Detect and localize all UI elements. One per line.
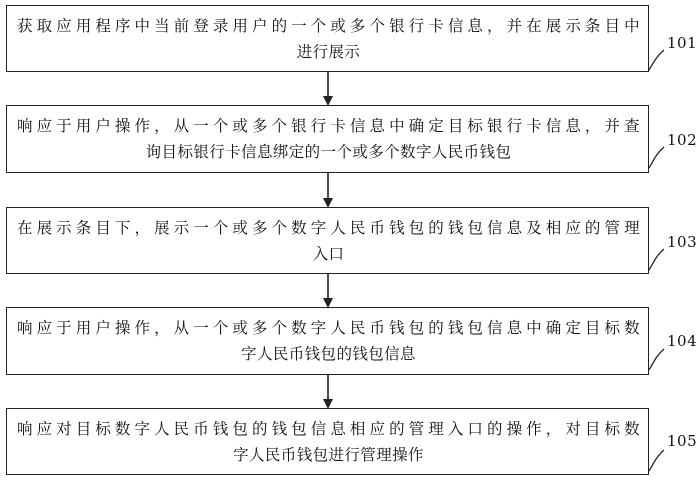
step-text-line2: 询目标银行卡信息绑定的一个或多个数字人民币钱包 xyxy=(145,143,512,161)
step-text-line1: 响应于用户操作，从一个或多个银行卡信息中确定目标银行卡信息，并查 xyxy=(17,117,640,135)
step-number-101: 101 xyxy=(667,34,698,52)
leader-102 xyxy=(649,147,664,168)
step-box-103 xyxy=(6,207,649,274)
step-box-105 xyxy=(6,408,649,475)
leader-104 xyxy=(649,349,664,370)
step-text-line2: 进行展示 xyxy=(296,42,361,61)
leader-101 xyxy=(649,50,664,70)
step-text-line1: 在展示条目下，展示一个或多个数字人民币钱包的钱包信息及相应的管理 xyxy=(17,218,640,237)
leader-103 xyxy=(649,249,664,270)
step-text-line1: 获取应用程序中当前登录用户的一个或多个银行卡信息，并在展示条目中 xyxy=(17,16,640,35)
step-text-line2: 入口 xyxy=(312,244,345,263)
step-box-102 xyxy=(6,105,649,173)
step-text-line1: 响应对目标数字人民币钱包的钱包信息相应的管理入口的操作，对目标数 xyxy=(17,419,640,438)
step-text-line2: 字人民币钱包进行管理操作 xyxy=(233,445,424,464)
step-text-line2: 字人民币钱包的钱包信息 xyxy=(241,345,416,363)
step-number-104: 104 xyxy=(667,332,698,350)
step-text-line1: 响应于用户操作，从一个或多个数字人民币钱包的钱包信息中确定目标数 xyxy=(17,319,640,337)
step-number-102: 102 xyxy=(667,131,698,149)
step-box-101 xyxy=(6,5,649,72)
step-box-104 xyxy=(6,307,649,375)
step-number-105: 105 xyxy=(667,432,698,450)
step-number-103: 103 xyxy=(667,233,698,251)
leader-105 xyxy=(649,450,664,471)
